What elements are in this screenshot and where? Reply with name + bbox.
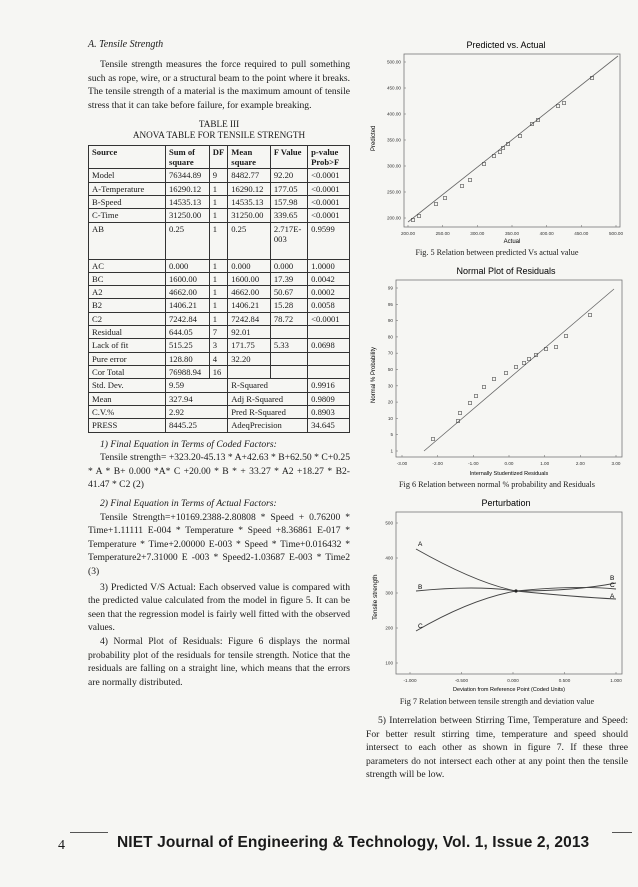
predicted-vs-actual-chart [366,36,628,246]
table-cell: 4 [209,352,227,365]
table-cell: 157.98 [270,195,307,208]
table-cell: 7242.84 [228,312,271,325]
tick-label: 50 [387,367,393,372]
figure-5 [366,36,628,257]
tick-label: 30 [387,383,393,389]
table-number: TABLE III [198,118,240,129]
tick-label: -3.00 [396,461,408,466]
table-cell: 0.000 [270,259,307,272]
stats-row [89,405,350,418]
tick-label: -2.00 [432,461,443,466]
curve-label-c-left: C [418,623,423,630]
table-cell: Pure error [89,352,166,365]
curve-label-b-right: B [610,575,615,582]
table-cell: 1 [209,209,227,222]
chart-title: Perturbation [481,498,531,508]
table-cell: 15.28 [270,299,307,312]
table-cell: 7 [209,326,227,339]
normal-plot-paragraph: 4) Normal Plot of Residuals: Figure 6 displays the normal probability plot of the residuals for tensile strength. Notice that the residuals are falling on a straight line, which means that the errors are normally distributed. [88,636,350,688]
header-cell: Source [89,145,166,169]
table-cell: 14535.13 [166,195,210,208]
table-cell: 0.0002 [308,286,350,299]
table-cell: BC [89,272,166,285]
table-cell: 339.65 [270,209,307,222]
table-cell [308,326,350,339]
table-cell: 644.05 [166,326,210,339]
table-cell: 76988.94 [166,366,210,379]
data-points [431,313,591,440]
table-header-row [89,145,350,169]
tick-label: 1.000 [610,678,622,683]
table-cell: 171.75 [228,339,271,352]
stats-cell: 327.94 [166,392,228,405]
reference-line [424,289,614,451]
tick-label: 400.00 [386,111,401,117]
tick-label: 500.00 [608,231,624,236]
stats-cell: Std. Dev. [89,379,166,392]
header-cell: p-value Prob>F [308,145,350,169]
tick-label: 70 [387,350,393,356]
tick-label: 500.00 [386,59,401,65]
equation-1-heading: 1) Final Equation in Terms of Coded Factors: [100,438,277,450]
table-cell: 5.33 [270,339,307,352]
table-cell: 1 [209,299,227,312]
section-title: A. Tensile Strength [88,39,164,50]
table-row [89,259,350,272]
y-ticks [387,60,406,221]
equation-2: Tensile Strength=+10169.2388-2.80808 * Speed + 0.76200 * Time+1.11111 E-004 * Temperature * Speed +8.36861 E-017 * Temperature * Time+2.00000 E-003 * Speed * Time+0.016432 * Temperature2+7.31000 E -003 * Speed2-1.03687 E-003 * Time2 (3) [88,511,350,578]
table-cell: Residual [89,326,166,339]
table-cell: 92.20 [270,169,307,182]
table-cell: AC [89,259,166,272]
table-row [89,352,350,365]
table-row [89,272,350,285]
table-cell: 0.000 [228,259,271,272]
journal-footer: NIET Journal of Engineering & Technology, Vol. 1, Issue 2, 2013 [117,834,590,851]
page-number: 4 [58,838,65,853]
stats-body [89,379,350,432]
stats-cell: 9.59 [166,379,228,392]
table-cell: B-Speed [89,195,166,208]
stats-cell: R-Squared [228,379,308,392]
table-cell: 0.9599 [308,222,350,259]
tick-label: 200.00 [386,215,401,221]
stats-row [89,379,350,392]
table-cell: 0.0042 [308,272,350,285]
table-cell: Cor Total [89,366,166,379]
tick-label: 200 [385,625,393,631]
table-cell: 4662.00 [228,286,271,299]
y-axis-label: Predicted [371,125,377,151]
table-cell: 31250.00 [166,209,210,222]
figure-6 [366,263,628,489]
diagonal-line [408,56,618,222]
table-cell: 1406.21 [166,299,210,312]
tick-label: 350.00 [504,231,520,236]
tick-label: 90 [387,318,393,324]
y-ticks [388,286,398,454]
table-cell: 1406.21 [228,299,271,312]
anova-body [89,169,350,379]
table-cell: 1 [209,195,227,208]
data-point [522,361,525,364]
stats-cell: 0.8903 [308,405,350,418]
table-cell: 1 [209,272,227,285]
table-cell: C2 [89,312,166,325]
table-cell: 78.72 [270,312,307,325]
curve-c [416,587,616,631]
stats-cell: C.V.% [89,405,166,418]
tick-label: 0.00 [504,461,514,466]
data-point [518,134,521,137]
table-cell: 8482.77 [228,169,271,182]
y-axis-label: Tensile strength [372,574,379,620]
table-cell: B2 [89,299,166,312]
tick-label: 450.00 [386,85,401,91]
table-cell: 7242.84 [166,312,210,325]
tick-label: 80 [387,334,393,340]
table-cell: 17.39 [270,272,307,285]
right-column [366,36,628,782]
table-cell: A-Temperature [89,182,166,195]
table-row [89,222,350,259]
tick-label: 450.00 [574,231,589,236]
stats-cell: 2.92 [166,405,228,418]
chart-title: Normal Plot of Residuals [456,266,556,276]
table-cell: 1600.00 [166,272,210,285]
table-cell: 0.25 [166,222,210,259]
table-cell: 4662.00 [166,286,210,299]
tick-label: -0.500 [454,678,469,683]
table-cell: Lack of fit [89,339,166,352]
table-row [89,182,350,195]
curve-label-a-left: A [418,541,423,548]
table-cell: 128.80 [166,352,210,365]
tick-label: 5 [390,432,393,438]
interrelation-paragraph: 5) Interrelation between Stirring Time, Temperature and Speed: For better result stirring time, temperature and speed should intersect to each other as shown in figure 7. If these three parameters do not intersect each other at any point then the tensile strength will be low. [366,715,628,781]
table-cell: 177.05 [270,182,307,195]
anova-table [88,145,350,433]
table-cell: 16290.12 [228,182,271,195]
data-point [564,334,567,337]
curve-label-c-right: C [610,582,615,589]
table-cell: 9 [209,169,227,182]
x-axis-label: Actual [503,239,521,245]
table-cell: 31250.00 [228,209,271,222]
plot-frame [396,280,622,457]
table-cell: 2.717E-003 [270,222,307,259]
table-cell: 50.67 [270,286,307,299]
tick-label: -1.000 [403,678,417,683]
tick-label: 3.00 [611,461,621,466]
tick-label: 10 [387,415,393,421]
figure-7-caption: Fig 7 Relation between tensile strength and deviation value [399,697,595,706]
figure-7 [366,495,628,706]
table-cell: 32.20 [228,352,271,365]
table-cell: 0.0698 [308,339,350,352]
data-points [411,76,593,221]
curve-label-a-right: A [610,593,615,600]
equation-2-heading: 2) Final Equation in Terms of Actual Factors: [100,498,277,509]
chart-title: Predicted vs. Actual [466,40,546,50]
x-axis-label: Internally Studentized Residuals [469,471,549,477]
left-column [88,38,350,690]
table-cell: 1.0000 [308,259,350,272]
data-point [554,345,557,348]
table-cell [228,366,271,379]
stats-cell: 0.9916 [308,379,350,392]
footer-rule-right [612,832,632,833]
tick-label: 300.00 [470,231,485,236]
table-cell: 1 [209,312,227,325]
table-cell: C-Time [89,209,166,222]
table-row [89,299,350,312]
data-point [443,196,446,199]
tick-label: 250.00 [435,231,450,236]
footer-rule-left [70,832,108,833]
table-cell: <0.0001 [308,182,350,195]
tick-label: 350.00 [386,137,401,143]
table-cell: 1 [209,259,227,272]
tick-label: 1 [390,448,393,454]
table-cell: 92.01 [228,326,271,339]
data-point [417,214,420,217]
table-cell: 1600.00 [228,272,271,285]
tick-label: 300.00 [386,163,401,169]
data-point [434,202,437,205]
table-cell: 16 [209,366,227,379]
table-cell [308,366,350,379]
table-cell: 76344.89 [166,169,210,182]
data-point [492,377,495,380]
data-point [498,150,501,153]
table-cell: <0.0001 [308,209,350,222]
reference-point [514,589,517,592]
tick-label: -1.00 [468,461,479,466]
table-row [89,195,350,208]
table-cell: 0.0058 [308,299,350,312]
tick-label: 400 [385,555,393,561]
table-cell [270,366,307,379]
plot-frame [396,512,622,674]
table-cell: 0.25 [228,222,271,259]
table-cell: 1 [209,222,227,259]
tick-label: 500 [385,520,393,526]
stats-cell: Pred R-Squared [228,405,308,418]
table-cell: <0.0001 [308,195,350,208]
table-row [89,312,350,325]
table-cell: AB [89,222,166,259]
data-point [468,401,471,404]
tick-label: 300 [385,590,393,596]
data-point [458,411,461,414]
data-point [468,178,471,181]
tick-label: 2.00 [575,461,585,466]
data-point [588,313,591,316]
table-title: ANOVA TABLE FOR TENSILE STRENGTH [132,130,306,141]
stats-cell: PRESS [89,419,166,432]
data-point [556,104,559,107]
table-cell: 1 [209,286,227,299]
table-cell [270,352,307,365]
y-axis-label: Normal % Probability [371,346,377,403]
tick-label: 250.00 [386,189,401,195]
stats-cell: Adj R-Squared [228,392,308,405]
tick-label: 0.500 [558,678,571,683]
table-cell [308,352,350,365]
header-cell: F Value [270,145,307,169]
table-cell: 1 [209,182,227,195]
table-cell: <0.0001 [308,169,350,182]
table-row [89,169,350,182]
data-point [514,365,517,368]
curve-label-b-left: B [418,584,423,591]
table-row [89,339,350,352]
tick-label: 99 [387,285,393,291]
table-row [89,209,350,222]
table-row [89,326,350,339]
tick-label: 100 [385,660,393,666]
table-row [89,366,350,379]
header-cell: Mean square [228,145,271,169]
data-point [431,437,434,440]
data-point [460,184,463,187]
tick-label: 20 [387,399,393,405]
tick-label: 95 [387,301,393,307]
stats-cell: 8445.25 [166,419,228,432]
stats-cell: Mean [89,392,166,405]
table-cell: 14535.13 [228,195,271,208]
figure-6-caption: Fig 6 Relation between normal % probability and Residuals [398,480,595,489]
table-cell: 3 [209,339,227,352]
data-point [482,385,485,388]
stats-cell: 0.9809 [308,392,350,405]
data-point [504,371,507,374]
tick-label: 400.00 [539,231,554,236]
table-cell: 515.25 [166,339,210,352]
stats-row [89,392,350,405]
table-row [89,286,350,299]
header-cell: Sum of square [166,145,210,169]
data-point [474,394,477,397]
table-cell: Model [89,169,166,182]
table-cell [270,326,307,339]
stats-row [89,419,350,432]
normal-plot-chart [366,263,628,478]
table-cell: 0.000 [166,259,210,272]
figure-5-caption: Fig. 5 Relation between predicted Vs actual value [415,248,579,257]
intro-paragraph: Tensile strength measures the force required to pull something such as rope, wire, or a structural beam to the point where it breaks. The tensile strength of a material is the maximum amount of tensile stress that it can take before failure, for example breaking. [88,59,350,112]
x-axis-label: Deviation from Reference Point (Coded Units) [453,687,565,693]
table-cell: 16290.12 [166,182,210,195]
data-point [562,101,565,104]
table-caption [88,119,350,142]
equation-1: Tensile strength= +323.20-45.13 * A+42.63 * B+62.50 * C+0.25 * A * B+ 0.000 *A* C +20.00 * B * + 33.27 * A2 +18.27 * B2-41.47 * C2 (2) [88,452,350,491]
table-cell: <0.0001 [308,312,350,325]
tick-label: 0.000 [507,678,519,683]
perturbation-chart [366,495,628,695]
table-cell: A2 [89,286,166,299]
stats-cell: 34.645 [308,419,350,432]
tick-label: 200.00 [400,231,416,236]
tick-label: 1.00 [540,461,550,466]
stats-cell: AdeqPrecision [228,419,308,432]
predicted-vs-actual-paragraph: 3) Predicted V/S Actual: Each observed value is compared with the predicted value calculated from the model in figure 5. It can be seen that the regression model is fairly well fitted with the observed values. [88,581,350,634]
header-cell: DF [209,145,227,169]
